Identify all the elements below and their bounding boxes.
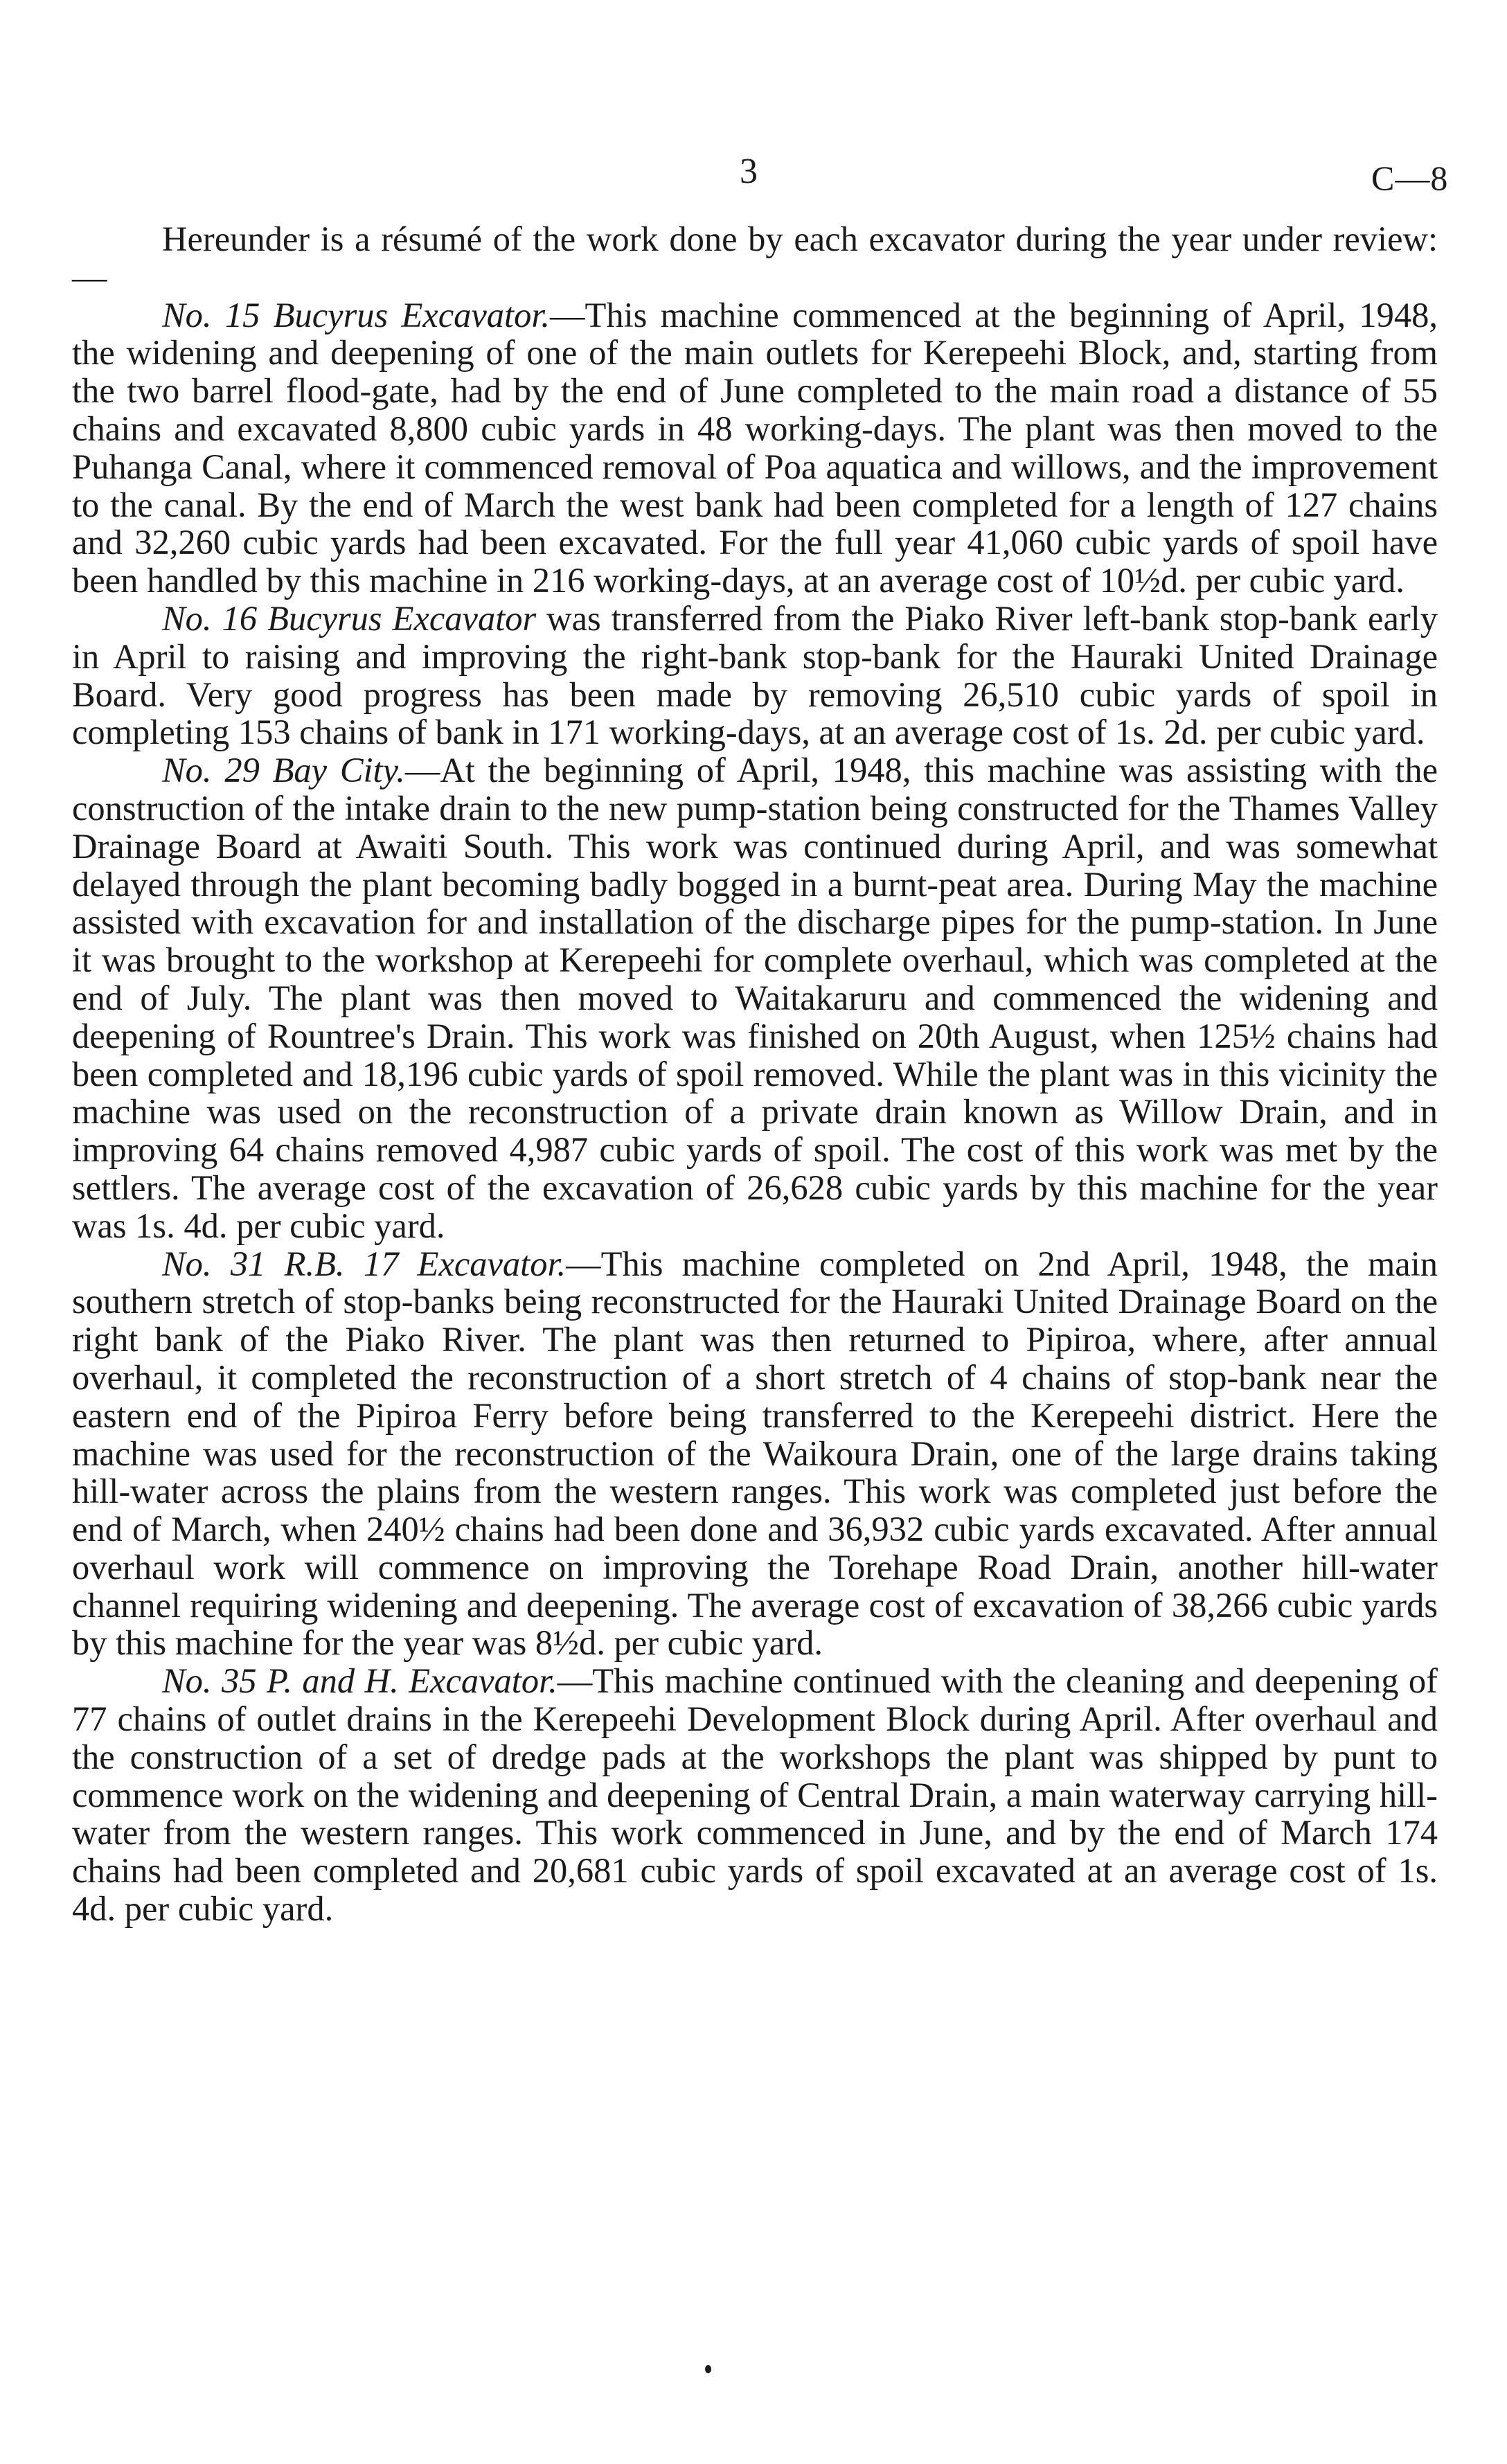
section-title: No. 29 Bay City. <box>162 751 405 790</box>
section-paragraph <box>72 1662 1438 1928</box>
section-text: —This machine commenced at the beginning of April, 1948, the widening and deepening of one of the main outlets for Kerepeehi Block, and, starting from the two barrel flood-gate, had by the end of June completed to the main road a distance of 55 chains and excavated 8,800 cubic yards in 48 working-days. The plant was then moved to the Puhanga Canal, where it commenced removal of Poa aquatica and willows, and the improvement to the canal. By the end of March the west bank had been completed for a length of 127 chains and 32,260 cubic yards had been excavated. For the full year 41,060 cubic yards of spoil have been handled by this machine in 216 working-days, at an average cost of 10½d. per cubic yard. <box>72 295 1438 600</box>
section-text: was transferred from the Piako River left-bank stop-bank early in April to raising and improving the right-bank stop-bank for the Hauraki United Drainage Board. Very good progress has been made by removing 26,510 cubic yards of spoil in completing 153 chains of bank in 171 working-days, at an average cost of 1s. 2d. per cubic yard. <box>72 598 1438 752</box>
intro-paragraph: Hereunder is a résumé of the work done by each excavator during the year under review:— <box>72 220 1438 296</box>
section-title: No. 31 R.B. 17 Excavator. <box>162 1244 567 1283</box>
section-text: —This machine completed on 2nd April, 1948, the main southern stretch of stop-banks being reconstructed for the Hauraki United Drainage Board on the right bank of the Piako River. The plant was then returned to Pipiroa, where, after annual overhaul, it completed the reconstruction of a short stretch of 4 chains of stop-bank near the eastern end of the Pipiroa Ferry before being transferred to the Kerepeehi district. Here the machine was used for the reconstruction of the Waikoura Drain, one of the large drains taking hill-water across the plains from the western ranges. This work was completed just before the end of March, when 240½ chains had been done and 36,932 cubic yards excavated. After annual overhaul work will commence on improving the Torehape Road Drain, another hill-water channel requiring widening and deepening. The average cost of excavation of 38,266 cubic yards by this machine for the year was 8½d. per cubic yard. <box>72 1244 1438 1663</box>
document-reference: C—8 <box>1371 159 1449 197</box>
section-title: No. 35 P. and H. Excavator. <box>162 1661 558 1701</box>
section-paragraph <box>72 296 1438 600</box>
ink-dot-mark <box>705 2365 711 2373</box>
section-title: No. 15 Bucyrus Excavator. <box>162 295 551 334</box>
page-number: 3 <box>740 152 758 191</box>
section-paragraph <box>72 600 1438 751</box>
section-title: No. 16 Bucyrus Excavator <box>162 598 537 638</box>
section-paragraph <box>72 751 1438 1244</box>
section-paragraph <box>72 1245 1438 1663</box>
document-body <box>72 220 1438 1928</box>
section-text: —This machine continued with the cleaning and deepening of 77 chains of outlet drains in the Kerepeehi Development Block during April. After overhaul and the construction of a set of dredge pads at the workshops the plant was shipped by punt to commence work on the widening and deepening of Central Drain, a main waterway carrying hill-water from the western ranges. This work commenced in June, and by the end of March 174 chains had been completed and 20,681 cubic yards of spoil excavated at an average cost of 1s. 4d. per cubic yard. <box>72 1661 1438 1929</box>
section-text: —At the beginning of April, 1948, this machine was assisting with the construction of the intake drain to the new pump-station being constructed for the Thames Valley Drainage Board at Awaiti South. This work was continued during April, and was somewhat delayed through the plant becoming badly bogged in a burnt-peat area. During May the machine assisted with excavation for and installation of the discharge pipes for the pump-station. In June it was brought to the workshop at Kerepeehi for complete overhaul, which was completed at the end of July. The plant was then moved to Waitakaruru and commenced the widening and deepening of Rountree's Drain. This work was finished on 20th August, when 125½ chains had been completed and 18,196 cubic yards of spoil removed. While the plant was in this vicinity the machine was used on the reconstruction of a private drain known as Willow Drain, and in improving 64 chains removed 4,987 cubic yards of spoil. The cost of this work was met by the settlers. The average cost of the excavation of 26,628 cubic yards by this machine for the year was 1s. 4d. per cubic yard. <box>72 751 1438 1245</box>
